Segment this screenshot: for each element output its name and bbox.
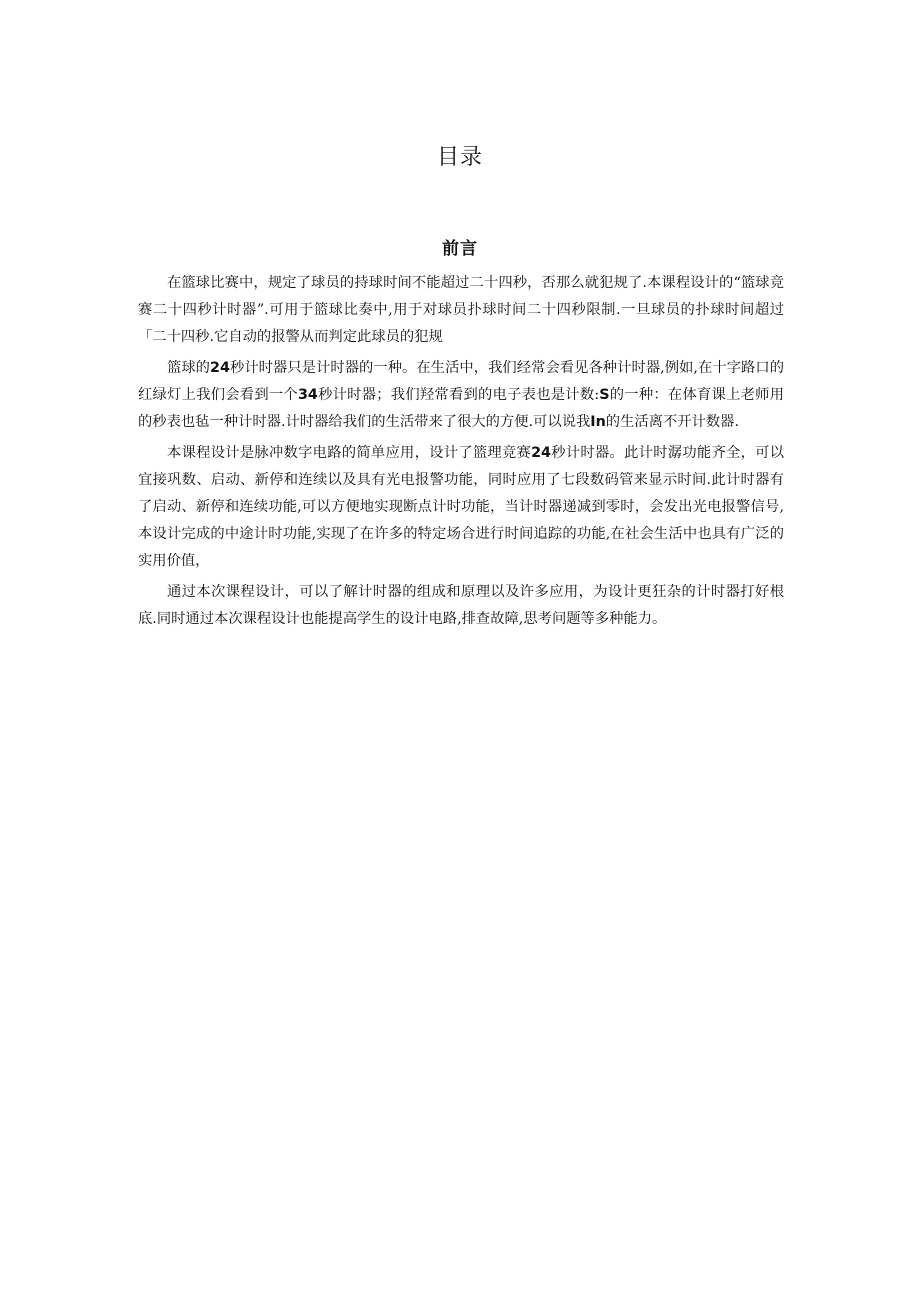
paragraph-1 [138, 270, 784, 351]
text-segment: 本课程设计是脉冲数字电路的简单应用，设计了篮理竞赛 [167, 445, 532, 461]
text-segment-bold: In [590, 414, 606, 430]
paragraph-4 [138, 579, 784, 633]
text-segment: 秒计时器。此计时潺功能齐全，可以宜接巩数、启动、新停和连续以及具有光电报警功能，同时应用了七段数码管来显示时间.此计时器有了启动、新停和连续功能,可以方便地实现断点计时功能，当计时器递减到零时，会发出光电报警信号,本设计完成的中途计时功能,实现了在许多的特定场合进行时间追踪的功能,在社会生活中也具有广泛的实用价值， [138, 445, 785, 569]
preface-body [138, 270, 784, 637]
text-segment: 秒计时器只是计时器的一种。在生活中，我们经常会看见各种计时器,例如,在十字路口的红绿灯上我们会看到一个 [138, 360, 785, 403]
text-segment: 秒计时器；我们羟常看到的电子表也是计数: [317, 387, 600, 403]
text-segment-bold: 24 [210, 360, 230, 376]
toc-title: 目录 [436, 145, 483, 170]
text-segment: 通过本次课程设计，可以了解计时器的组成和原理以及许多应用，为设计更狂杂的计时器打好根底.同时通过本次课程设计也能提高学生的设计电路,排查故障,思考问题等多种能力。 [138, 584, 784, 627]
text-segment: 在篮球比赛中，规定了球员的持球时间不能超过二十四秒，否那么就犯规了.本课程设计的“篮球竞赛二十四秒计时器”.可用于篮球比奏中,用于对球员扑球时间二十四秒限制.一旦球员的扑球时间超过「二十四秒.它自动的报警从而判定此球员的犯规 [138, 275, 784, 345]
text-segment-bold: S [599, 387, 610, 403]
section-title: 前言 [442, 239, 478, 259]
paragraph-3 [138, 440, 784, 575]
text-segment-bold: 34 [297, 387, 318, 403]
text-segment: 篮球的 [167, 360, 211, 376]
text-segment: 的生活离不开计数器. [605, 414, 740, 430]
text-segment-bold: 24 [531, 445, 551, 461]
text-segment: 的一种：在体育课上老师用的秒表也毡一种计时器.计时器给我们的生活带来了很大的方便.可以说我 [138, 387, 784, 430]
paragraph-2 [138, 355, 784, 436]
